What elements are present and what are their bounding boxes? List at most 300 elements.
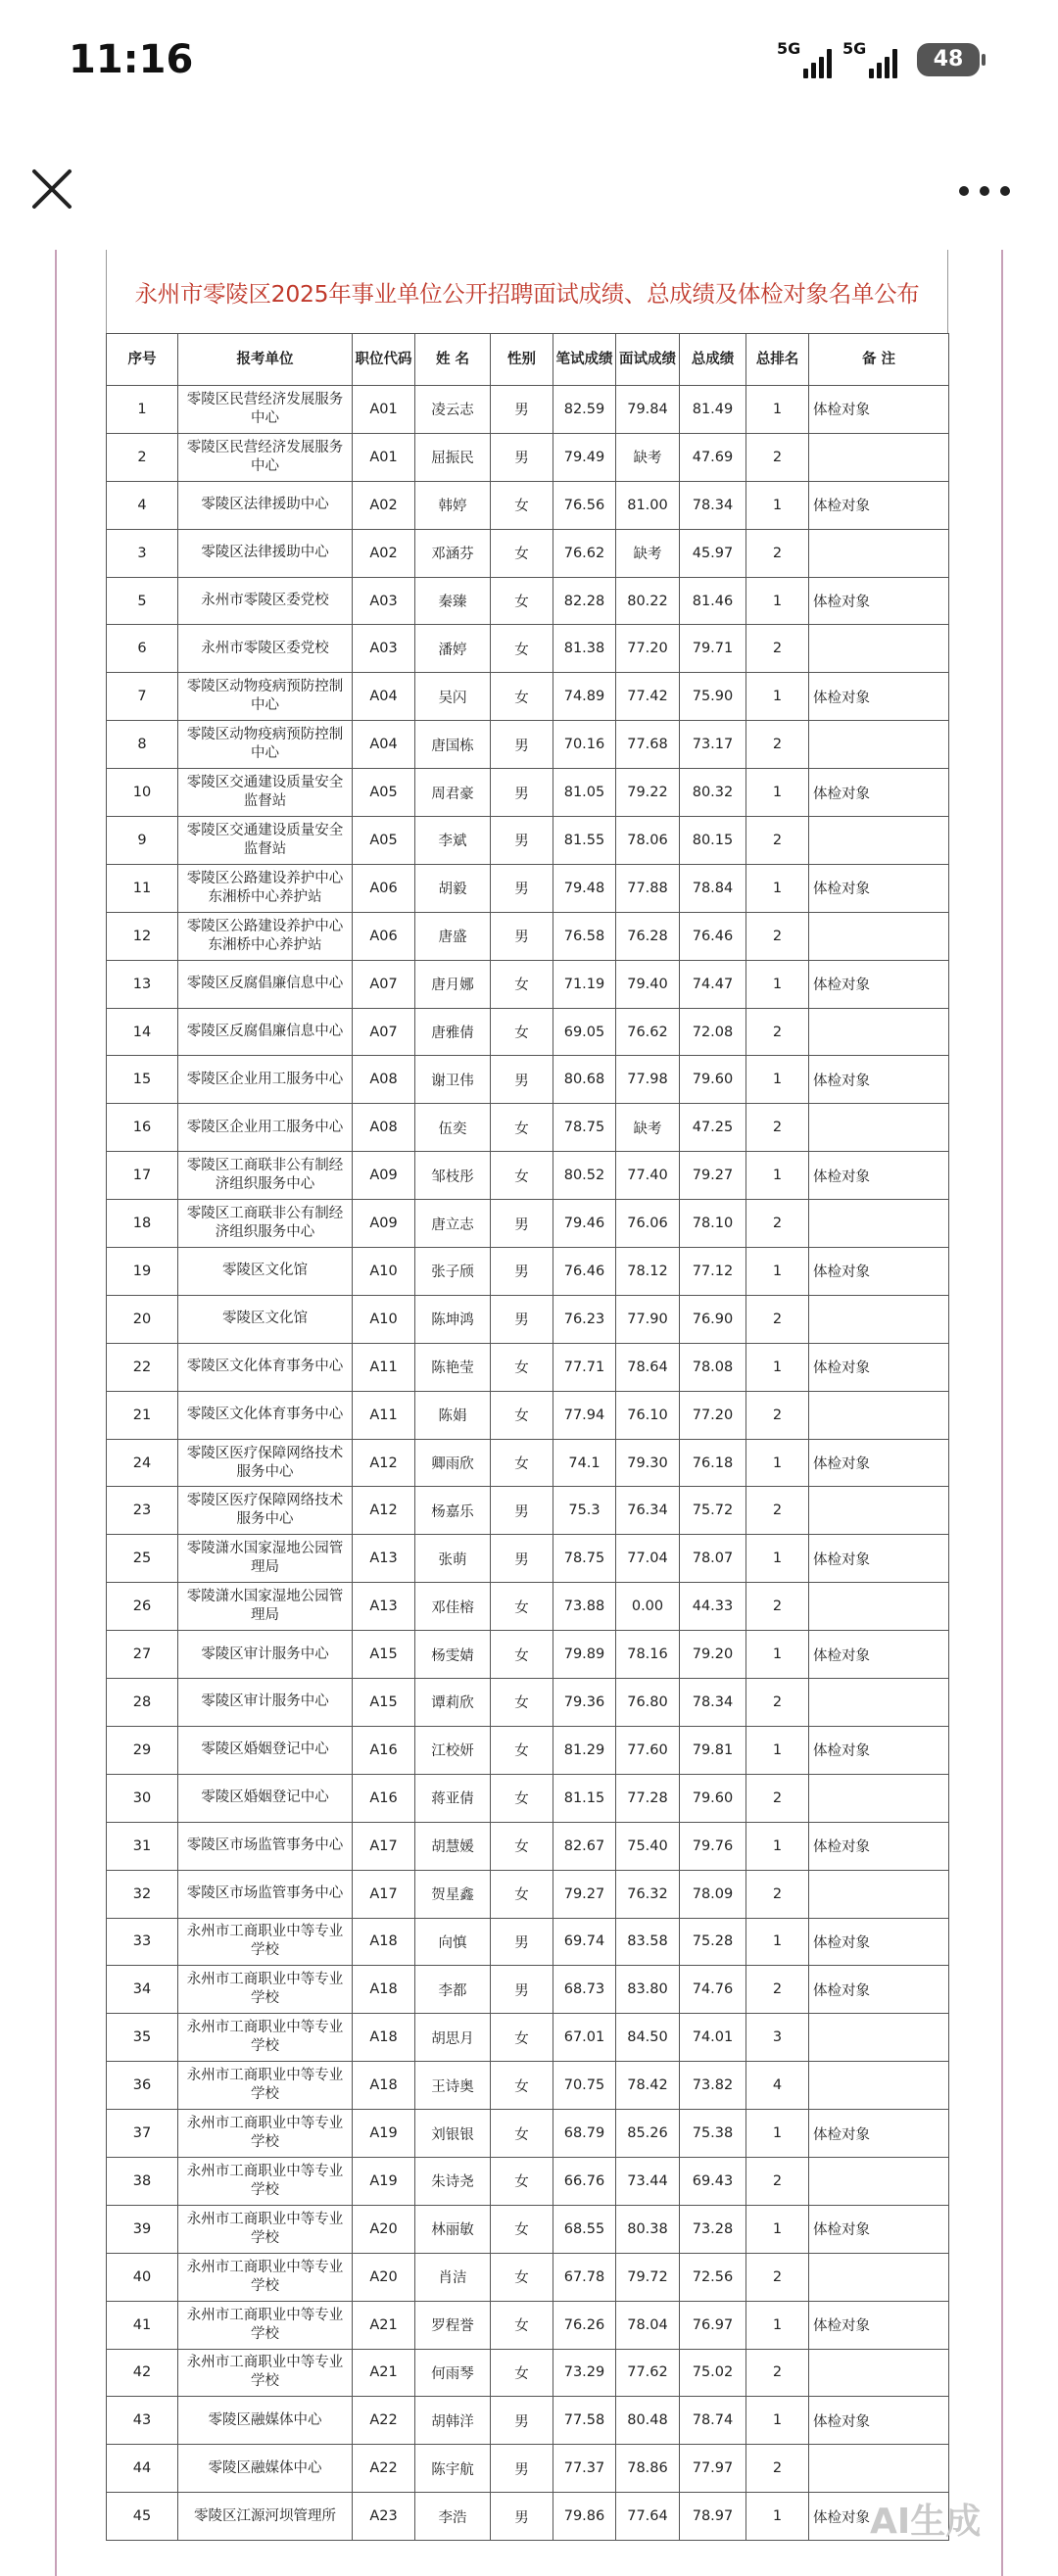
cell-unit: 零陵区民营经济发展服务中心 xyxy=(178,386,353,434)
table-row xyxy=(107,1679,949,1727)
cell-seq: 40 xyxy=(107,2253,178,2301)
cell-total: 76.46 xyxy=(680,912,746,960)
cell-seq: 1 xyxy=(107,386,178,434)
cell-seq: 3 xyxy=(107,529,178,577)
cell-gender: 男 xyxy=(491,1487,553,1535)
cell-gender: 男 xyxy=(491,386,553,434)
cell-gender: 女 xyxy=(491,960,553,1008)
cell-code: A01 xyxy=(353,386,415,434)
cell-remark: 体检对象 xyxy=(809,2301,949,2349)
cell-interview: 78.06 xyxy=(616,817,680,865)
cell-interview: 76.62 xyxy=(616,1008,680,1056)
cell-total: 79.71 xyxy=(680,625,746,673)
cell-name: 胡思月 xyxy=(415,2014,491,2062)
cell-seq: 43 xyxy=(107,2397,178,2445)
cell-rank: 1 xyxy=(746,577,809,625)
cell-seq: 42 xyxy=(107,2349,178,2397)
table-row xyxy=(107,1200,949,1248)
cell-total: 73.28 xyxy=(680,2205,746,2253)
cell-total: 76.97 xyxy=(680,2301,746,2349)
cell-gender: 女 xyxy=(491,529,553,577)
cell-gender: 男 xyxy=(491,721,553,769)
cell-rank: 1 xyxy=(746,1535,809,1583)
cell-interview: 77.90 xyxy=(616,1295,680,1343)
cell-unit: 零陵区交通建设质量安全监督站 xyxy=(178,817,353,865)
cell-total: 81.46 xyxy=(680,577,746,625)
cell-interview: 77.28 xyxy=(616,1774,680,1822)
table-row xyxy=(107,386,949,434)
cell-rank: 2 xyxy=(746,1679,809,1727)
header-unit: 报考单位 xyxy=(178,334,353,386)
header-written: 笔试成绩 xyxy=(553,334,616,386)
cell-remark: 体检对象 xyxy=(809,2493,949,2541)
cell-rank: 2 xyxy=(746,529,809,577)
cell-rank: 2 xyxy=(746,2253,809,2301)
cell-rank: 1 xyxy=(746,386,809,434)
table-row xyxy=(107,912,949,960)
cell-seq: 22 xyxy=(107,1343,178,1391)
cell-unit: 零陵区工商联非公有制经济组织服务中心 xyxy=(178,1152,353,1200)
cell-total: 79.81 xyxy=(680,1726,746,1774)
cell-interview: 80.22 xyxy=(616,577,680,625)
cell-total: 79.60 xyxy=(680,1774,746,1822)
cell-unit: 零陵区工商联非公有制经济组织服务中心 xyxy=(178,1200,353,1248)
cell-unit: 永州市工商职业中等专业学校 xyxy=(178,2014,353,2062)
table-row xyxy=(107,1056,949,1104)
cell-interview: 79.84 xyxy=(616,386,680,434)
cell-unit: 永州市工商职业中等专业学校 xyxy=(178,2301,353,2349)
cell-remark xyxy=(809,1583,949,1631)
header-remark: 备 注 xyxy=(809,334,949,386)
cell-gender: 男 xyxy=(491,769,553,817)
cell-interview: 77.20 xyxy=(616,625,680,673)
cell-written: 77.94 xyxy=(553,1391,616,1439)
cell-total: 78.09 xyxy=(680,1870,746,1918)
cell-total: 47.69 xyxy=(680,433,746,481)
cell-interview: 76.28 xyxy=(616,912,680,960)
cell-name: 吴闪 xyxy=(415,673,491,721)
cell-interview: 77.60 xyxy=(616,1726,680,1774)
cell-name: 唐立志 xyxy=(415,1200,491,1248)
cell-name: 唐雅倩 xyxy=(415,1008,491,1056)
cell-unit: 零陵区婚姻登记中心 xyxy=(178,1726,353,1774)
table-row xyxy=(107,1583,949,1631)
cell-unit: 零陵区医疗保障网络技术服务中心 xyxy=(178,1487,353,1535)
cell-name: 张萌 xyxy=(415,1535,491,1583)
cell-written: 82.59 xyxy=(553,386,616,434)
cell-code: A13 xyxy=(353,1583,415,1631)
cell-name: 刘银银 xyxy=(415,2110,491,2158)
cell-gender: 女 xyxy=(491,1679,553,1727)
cell-interview: 77.64 xyxy=(616,2493,680,2541)
cell-gender: 女 xyxy=(491,481,553,529)
cell-name: 唐盛 xyxy=(415,912,491,960)
cell-rank: 2 xyxy=(746,2349,809,2397)
cell-interview: 80.38 xyxy=(616,2205,680,2253)
cell-total: 75.28 xyxy=(680,1918,746,1966)
cell-gender: 男 xyxy=(491,2397,553,2445)
cell-rank: 1 xyxy=(746,1726,809,1774)
cell-remark xyxy=(809,1295,949,1343)
cell-seq: 33 xyxy=(107,1918,178,1966)
cell-written: 76.46 xyxy=(553,1248,616,1296)
cell-gender: 女 xyxy=(491,1822,553,1870)
cell-written: 76.58 xyxy=(553,912,616,960)
cell-remark xyxy=(809,2445,949,2493)
cell-unit: 零陵区民营经济发展服务中心 xyxy=(178,433,353,481)
cell-seq: 25 xyxy=(107,1535,178,1583)
cell-written: 66.76 xyxy=(553,2157,616,2205)
cell-remark: 体检对象 xyxy=(809,386,949,434)
cell-remark: 体检对象 xyxy=(809,577,949,625)
table-row xyxy=(107,2014,949,2062)
cell-unit: 零陵区江源河坝管理所 xyxy=(178,2493,353,2541)
cell-interview: 77.98 xyxy=(616,1056,680,1104)
cell-interview: 缺考 xyxy=(616,529,680,577)
cell-unit: 零陵区反腐倡廉信息中心 xyxy=(178,1008,353,1056)
table-row xyxy=(107,2397,949,2445)
cell-rank: 1 xyxy=(746,2205,809,2253)
cell-seq: 36 xyxy=(107,2062,178,2110)
cell-seq: 9 xyxy=(107,817,178,865)
cell-rank: 2 xyxy=(746,2157,809,2205)
cell-seq: 12 xyxy=(107,912,178,960)
cell-seq: 44 xyxy=(107,2445,178,2493)
ai-watermark: AI生成 xyxy=(870,2502,982,2542)
header-name: 姓 名 xyxy=(415,334,491,386)
cell-seq: 20 xyxy=(107,1295,178,1343)
cell-total: 75.38 xyxy=(680,2110,746,2158)
cell-total: 73.82 xyxy=(680,2062,746,2110)
results-table xyxy=(106,333,949,2541)
table-row xyxy=(107,960,949,1008)
table-row xyxy=(107,2205,949,2253)
cell-remark: 体检对象 xyxy=(809,673,949,721)
table-row xyxy=(107,2062,949,2110)
cell-unit: 零陵区市场监管事务中心 xyxy=(178,1822,353,1870)
cell-interview: 78.16 xyxy=(616,1631,680,1679)
cell-rank: 1 xyxy=(746,1822,809,1870)
cell-total: 72.08 xyxy=(680,1008,746,1056)
cell-code: A12 xyxy=(353,1487,415,1535)
cell-written: 81.05 xyxy=(553,769,616,817)
cell-interview: 77.04 xyxy=(616,1535,680,1583)
cell-gender: 女 xyxy=(491,2253,553,2301)
cell-written: 73.88 xyxy=(553,1583,616,1631)
cell-code: A10 xyxy=(353,1295,415,1343)
cell-total: 78.74 xyxy=(680,2397,746,2445)
cell-name: 肖洁 xyxy=(415,2253,491,2301)
cell-code: A15 xyxy=(353,1631,415,1679)
table-row xyxy=(107,1535,949,1583)
cell-remark xyxy=(809,1870,949,1918)
cell-rank: 1 xyxy=(746,2110,809,2158)
cell-unit: 零陵区法律援助中心 xyxy=(178,481,353,529)
cell-name: 李浩 xyxy=(415,2493,491,2541)
cell-unit: 零陵区融媒体中心 xyxy=(178,2397,353,2445)
cell-name: 何雨琴 xyxy=(415,2349,491,2397)
cell-written: 81.55 xyxy=(553,817,616,865)
cell-name: 李斌 xyxy=(415,817,491,865)
cell-total: 78.10 xyxy=(680,1200,746,1248)
cell-unit: 永州市工商职业中等专业学校 xyxy=(178,1966,353,2014)
header-seq: 序号 xyxy=(107,334,178,386)
cell-seq: 32 xyxy=(107,1870,178,1918)
cell-unit: 零陵区交通建设质量安全监督站 xyxy=(178,769,353,817)
cell-remark xyxy=(809,912,949,960)
cell-code: A22 xyxy=(353,2397,415,2445)
cell-interview: 78.04 xyxy=(616,2301,680,2349)
table-row xyxy=(107,2157,949,2205)
table-row xyxy=(107,2301,949,2349)
table-row xyxy=(107,1774,949,1822)
network-type-1: 5G xyxy=(777,39,801,58)
cell-written: 79.36 xyxy=(553,1679,616,1727)
cell-code: A17 xyxy=(353,1870,415,1918)
document-view[interactable] xyxy=(0,250,1058,2576)
close-button[interactable] xyxy=(27,165,76,214)
cell-name: 杨嘉乐 xyxy=(415,1487,491,1535)
cell-remark: 体检对象 xyxy=(809,1918,949,1966)
status-time: 11:16 xyxy=(69,37,194,82)
table-row xyxy=(107,1822,949,1870)
cell-total: 74.76 xyxy=(680,1966,746,2014)
cell-unit: 永州市工商职业中等专业学校 xyxy=(178,2349,353,2397)
cell-rank: 2 xyxy=(746,721,809,769)
cell-written: 80.52 xyxy=(553,1152,616,1200)
cell-remark: 体检对象 xyxy=(809,1726,949,1774)
cell-name: 李都 xyxy=(415,1966,491,2014)
table-row xyxy=(107,625,949,673)
cell-unit: 永州市工商职业中等专业学校 xyxy=(178,2157,353,2205)
cell-written: 70.75 xyxy=(553,2062,616,2110)
cell-code: A15 xyxy=(353,1679,415,1727)
cell-code: A17 xyxy=(353,1822,415,1870)
cell-remark xyxy=(809,625,949,673)
cell-gender: 女 xyxy=(491,673,553,721)
cell-total: 79.76 xyxy=(680,1822,746,1870)
cell-rank: 1 xyxy=(746,2397,809,2445)
cell-seq: 28 xyxy=(107,1679,178,1727)
cell-rank: 2 xyxy=(746,1008,809,1056)
cell-total: 75.72 xyxy=(680,1487,746,1535)
cell-gender: 女 xyxy=(491,1870,553,1918)
cell-unit: 零陵区反腐倡廉信息中心 xyxy=(178,960,353,1008)
cell-total: 80.15 xyxy=(680,817,746,865)
cell-code: A22 xyxy=(353,2445,415,2493)
cell-name: 贺星鑫 xyxy=(415,1870,491,1918)
cell-rank: 2 xyxy=(746,1104,809,1152)
cell-total: 69.43 xyxy=(680,2157,746,2205)
cell-rank: 1 xyxy=(746,481,809,529)
more-button[interactable] xyxy=(950,176,1019,206)
cell-seq: 14 xyxy=(107,1008,178,1056)
cell-remark xyxy=(809,1104,949,1152)
cell-gender: 女 xyxy=(491,1583,553,1631)
cell-code: A11 xyxy=(353,1391,415,1439)
table-row xyxy=(107,1439,949,1487)
cell-written: 67.01 xyxy=(553,2014,616,2062)
cell-unit: 永州市工商职业中等专业学校 xyxy=(178,2110,353,2158)
cell-seq: 35 xyxy=(107,2014,178,2062)
cell-unit: 永州市零陵区委党校 xyxy=(178,625,353,673)
cell-written: 79.46 xyxy=(553,1200,616,1248)
cell-unit: 零陵区企业用工服务中心 xyxy=(178,1056,353,1104)
cell-gender: 女 xyxy=(491,1774,553,1822)
cell-unit: 零陵区审计服务中心 xyxy=(178,1631,353,1679)
cell-interview: 79.22 xyxy=(616,769,680,817)
cell-unit: 永州市工商职业中等专业学校 xyxy=(178,2253,353,2301)
cell-interview: 79.30 xyxy=(616,1439,680,1487)
cell-interview: 76.34 xyxy=(616,1487,680,1535)
cell-written: 73.29 xyxy=(553,2349,616,2397)
cell-unit: 零陵区医疗保障网络技术服务中心 xyxy=(178,1439,353,1487)
cell-seq: 6 xyxy=(107,625,178,673)
table-row xyxy=(107,721,949,769)
cell-unit: 零陵潇水国家湿地公园管理局 xyxy=(178,1535,353,1583)
cell-code: A01 xyxy=(353,433,415,481)
cell-interview: 缺考 xyxy=(616,1104,680,1152)
cell-name: 王诗奥 xyxy=(415,2062,491,2110)
cell-unit: 永州市工商职业中等专业学校 xyxy=(178,2205,353,2253)
cell-interview: 76.06 xyxy=(616,1200,680,1248)
cell-unit: 零陵区文化馆 xyxy=(178,1248,353,1296)
cell-interview: 0.00 xyxy=(616,1583,680,1631)
cell-name: 谢卫伟 xyxy=(415,1056,491,1104)
cell-gender: 女 xyxy=(491,1152,553,1200)
cell-gender: 女 xyxy=(491,2014,553,2062)
cell-total: 78.84 xyxy=(680,864,746,912)
cell-rank: 1 xyxy=(746,864,809,912)
cell-rank: 2 xyxy=(746,1200,809,1248)
cell-rank: 2 xyxy=(746,817,809,865)
top-bar xyxy=(0,127,1058,250)
cell-rank: 3 xyxy=(746,2014,809,2062)
cell-unit: 零陵潇水国家湿地公园管理局 xyxy=(178,1583,353,1631)
table-row xyxy=(107,529,949,577)
cell-name: 韩婷 xyxy=(415,481,491,529)
cell-written: 79.89 xyxy=(553,1631,616,1679)
page-border-left xyxy=(55,250,57,2576)
cell-interview: 78.42 xyxy=(616,2062,680,2110)
cell-total: 73.17 xyxy=(680,721,746,769)
cell-written: 74.1 xyxy=(553,1439,616,1487)
table-row xyxy=(107,1487,949,1535)
cell-unit: 零陵区融媒体中心 xyxy=(178,2445,353,2493)
cell-gender: 女 xyxy=(491,1631,553,1679)
cell-name: 胡慧媛 xyxy=(415,1822,491,1870)
cell-written: 76.23 xyxy=(553,1295,616,1343)
cell-code: A03 xyxy=(353,577,415,625)
cell-written: 79.86 xyxy=(553,2493,616,2541)
cell-rank: 2 xyxy=(746,2445,809,2493)
cell-rank: 2 xyxy=(746,625,809,673)
cell-written: 75.3 xyxy=(553,1487,616,1535)
cell-remark xyxy=(809,2014,949,2062)
cell-written: 79.27 xyxy=(553,1870,616,1918)
cell-code: A10 xyxy=(353,1248,415,1296)
cell-written: 77.71 xyxy=(553,1343,616,1391)
cell-written: 81.29 xyxy=(553,1726,616,1774)
table-row xyxy=(107,2349,949,2397)
cell-seq: 27 xyxy=(107,1631,178,1679)
cell-gender: 女 xyxy=(491,1726,553,1774)
table-row xyxy=(107,433,949,481)
cell-written: 77.37 xyxy=(553,2445,616,2493)
cell-total: 79.60 xyxy=(680,1056,746,1104)
cell-remark xyxy=(809,433,949,481)
cell-seq: 31 xyxy=(107,1822,178,1870)
cell-code: A08 xyxy=(353,1056,415,1104)
cell-written: 70.16 xyxy=(553,721,616,769)
cell-interview: 79.72 xyxy=(616,2253,680,2301)
table-row xyxy=(107,1631,949,1679)
cell-written: 76.62 xyxy=(553,529,616,577)
cell-written: 68.55 xyxy=(553,2205,616,2253)
cell-seq: 8 xyxy=(107,721,178,769)
cell-name: 谭莉欣 xyxy=(415,1679,491,1727)
table-row xyxy=(107,673,949,721)
cell-remark: 体检对象 xyxy=(809,1439,949,1487)
table-row xyxy=(107,1870,949,1918)
cell-name: 林丽敏 xyxy=(415,2205,491,2253)
cell-total: 78.08 xyxy=(680,1343,746,1391)
cell-remark: 体检对象 xyxy=(809,1343,949,1391)
cell-rank: 1 xyxy=(746,960,809,1008)
cell-name: 胡毅 xyxy=(415,864,491,912)
cell-code: A09 xyxy=(353,1152,415,1200)
cell-total: 44.33 xyxy=(680,1583,746,1631)
cell-written: 76.26 xyxy=(553,2301,616,2349)
table-row xyxy=(107,1343,949,1391)
cell-interview: 85.26 xyxy=(616,2110,680,2158)
cell-total: 75.90 xyxy=(680,673,746,721)
cell-seq: 34 xyxy=(107,1966,178,2014)
cell-remark xyxy=(809,721,949,769)
cell-written: 80.68 xyxy=(553,1056,616,1104)
cell-seq: 7 xyxy=(107,673,178,721)
table-row xyxy=(107,1104,949,1152)
cell-remark xyxy=(809,1008,949,1056)
cell-rank: 1 xyxy=(746,1152,809,1200)
cell-seq: 13 xyxy=(107,960,178,1008)
cell-interview: 76.10 xyxy=(616,1391,680,1439)
cell-code: A05 xyxy=(353,769,415,817)
close-icon xyxy=(27,165,76,214)
cell-remark: 体检对象 xyxy=(809,1966,949,2014)
header-gender: 性别 xyxy=(491,334,553,386)
cell-seq: 19 xyxy=(107,1248,178,1296)
cell-interview: 77.68 xyxy=(616,721,680,769)
header-rank: 总排名 xyxy=(746,334,809,386)
status-bar xyxy=(0,0,1058,127)
table-row xyxy=(107,1008,949,1056)
cell-gender: 女 xyxy=(491,2157,553,2205)
cell-written: 68.79 xyxy=(553,2110,616,2158)
cell-code: A03 xyxy=(353,625,415,673)
cell-name: 向慎 xyxy=(415,1918,491,1966)
cell-rank: 4 xyxy=(746,2062,809,2110)
cell-seq: 17 xyxy=(107,1152,178,1200)
cell-gender: 女 xyxy=(491,1391,553,1439)
cell-seq: 37 xyxy=(107,2110,178,2158)
cell-seq: 15 xyxy=(107,1056,178,1104)
cell-unit: 零陵区法律援助中心 xyxy=(178,529,353,577)
cell-name: 凌云志 xyxy=(415,386,491,434)
cell-unit: 零陵区文化馆 xyxy=(178,1295,353,1343)
cell-total: 80.32 xyxy=(680,769,746,817)
cell-code: A18 xyxy=(353,2062,415,2110)
